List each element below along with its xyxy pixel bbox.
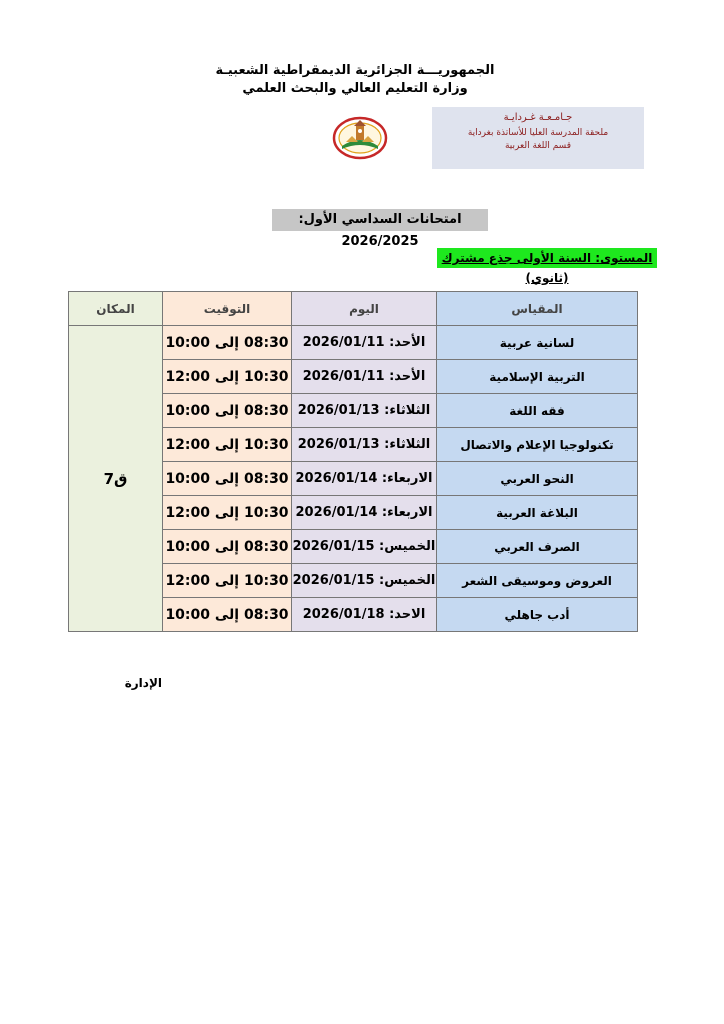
row-module: أدب جاهلي xyxy=(437,598,638,632)
row-day: الأحد: 2026/01/11 xyxy=(292,360,437,394)
republic-title: الجمهوريـــة الجزائرية الديمقراطية الشعبيـة xyxy=(215,63,495,78)
row-day: الأحد: 2026/01/11 xyxy=(292,326,437,360)
row-day: الاربعاء: 2026/01/14 xyxy=(292,496,437,530)
row-day: الخميس: 2026/01/15 xyxy=(292,530,437,564)
official-header xyxy=(200,62,510,98)
ministry-title: وزارة التعليم العالي والبحث العلمي xyxy=(242,81,468,96)
row-day: الاحد: 2026/01/18 xyxy=(292,598,437,632)
row-time: 08:30 إلى 10:00 xyxy=(163,394,292,428)
header-module: المقياس xyxy=(437,292,638,326)
row-module: البلاغة العربية xyxy=(437,496,638,530)
row-time: 10:30 إلى 12:00 xyxy=(163,564,292,598)
row-module: العروض وموسيقى الشعر xyxy=(437,564,638,598)
row-day: الثلاثاء: 2026/01/13 xyxy=(292,428,437,462)
department-name: قسم اللغة العربية xyxy=(504,141,572,151)
row-module: النحو العربي xyxy=(437,462,638,496)
administration-signature: الإدارة xyxy=(124,676,162,690)
row-module: الصرف العربي xyxy=(437,530,638,564)
row-module: التربية الإسلامية xyxy=(437,360,638,394)
exam-title: امتحانات السداسي الأول: 2026/2025 xyxy=(272,209,488,231)
row-time: 08:30 إلى 10:00 xyxy=(163,598,292,632)
row-module: فقه اللغة xyxy=(437,394,638,428)
table-header-row xyxy=(69,292,638,326)
exam-schedule-table xyxy=(68,291,638,632)
row-module: لسانية عربية xyxy=(437,326,638,360)
row-time: 08:30 إلى 10:00 xyxy=(163,530,292,564)
exam-room: ق7 xyxy=(69,326,163,632)
university-box xyxy=(432,107,644,169)
level-label: المستوى: السنة الأولى جذع مشترك (ثانوي) xyxy=(437,248,657,268)
row-time: 08:30 إلى 10:00 xyxy=(163,326,292,360)
header-place: المكان xyxy=(69,292,163,326)
row-time: 10:30 إلى 12:00 xyxy=(163,360,292,394)
row-day: الثلاثاء: 2026/01/13 xyxy=(292,394,437,428)
row-time: 10:30 إلى 12:00 xyxy=(163,428,292,462)
university-name: جـامـعـة غـردايـة xyxy=(503,112,573,123)
row-time: 10:30 إلى 12:00 xyxy=(163,496,292,530)
university-logo-icon xyxy=(332,116,388,160)
header-day: اليوم xyxy=(292,292,437,326)
row-day: الاربعاء: 2026/01/14 xyxy=(292,462,437,496)
university-annex: ملحقة المدرسة العليا للأساتذة بغرداية xyxy=(467,128,609,138)
row-module: تكنولوجيا الإعلام والاتصال xyxy=(437,428,638,462)
row-time: 08:30 إلى 10:00 xyxy=(163,462,292,496)
row-day: الخميس: 2026/01/15 xyxy=(292,564,437,598)
header-time: التوقيت xyxy=(163,292,292,326)
table-row xyxy=(69,326,638,360)
